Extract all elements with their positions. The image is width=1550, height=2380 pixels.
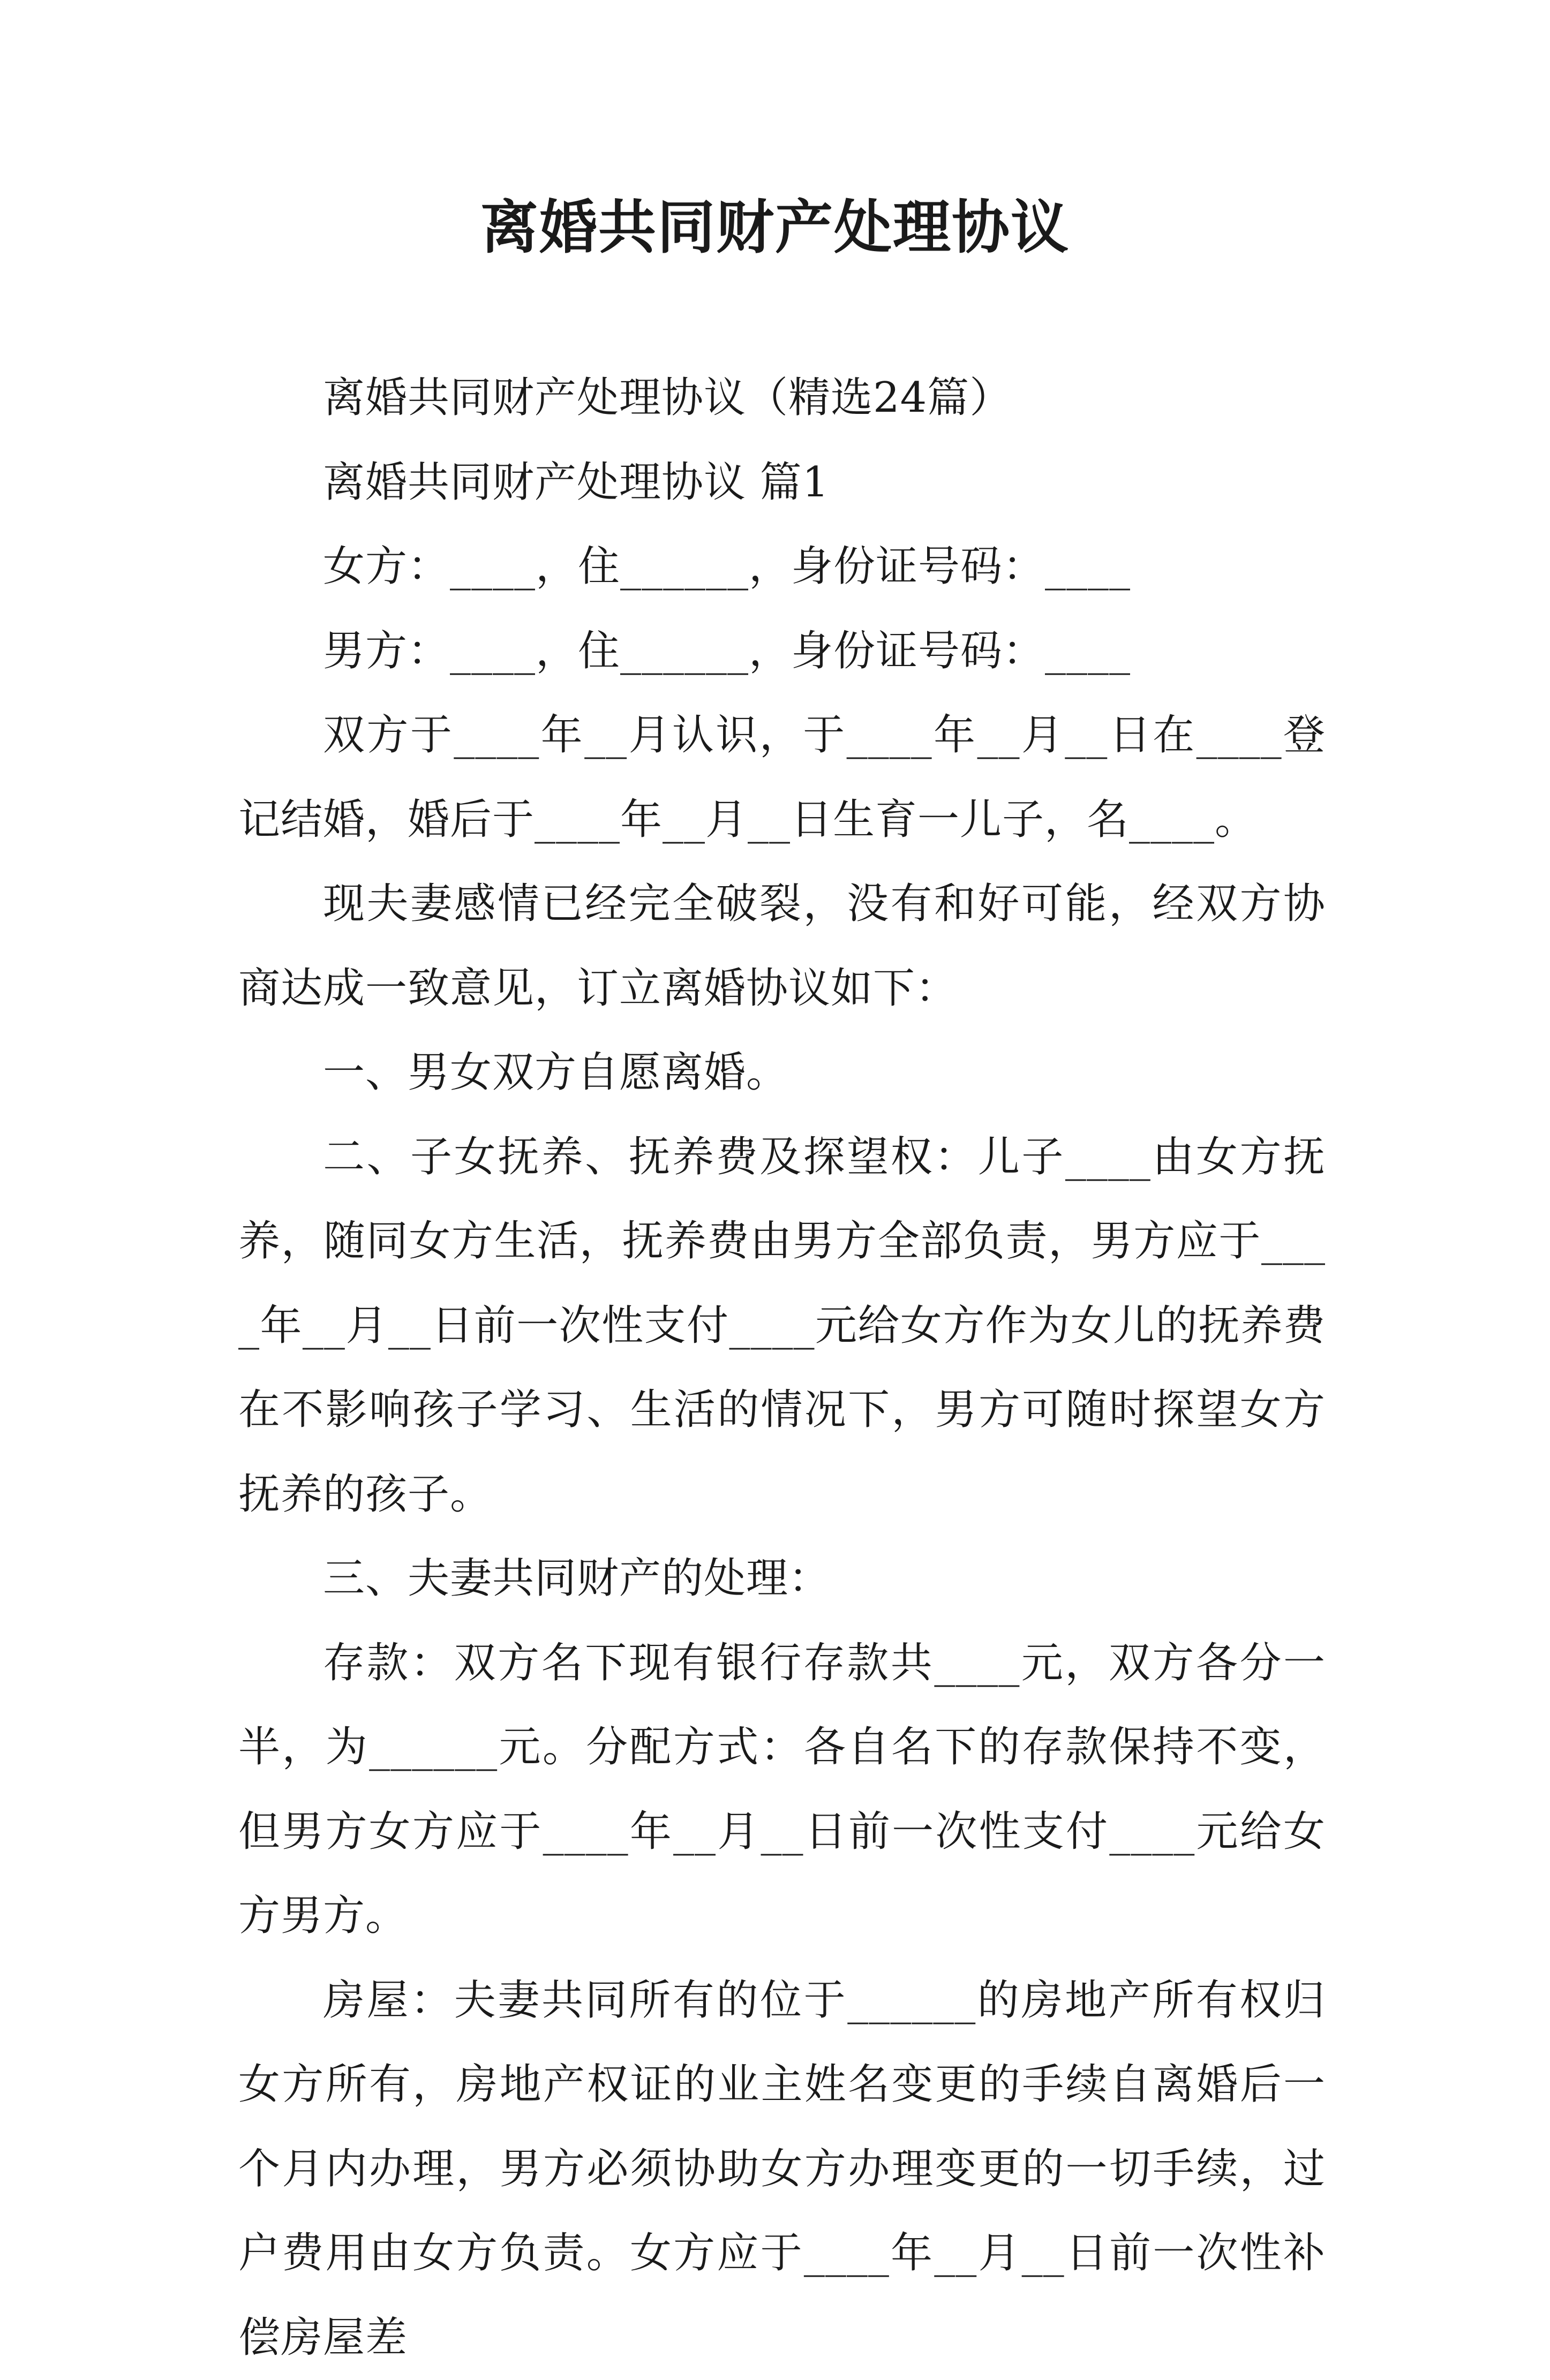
section-heading: 离婚共同财产处理协议 篇1 xyxy=(238,441,1326,525)
party-female-line: 女方：____，住______，身份证号码：____ xyxy=(238,525,1326,609)
document-body xyxy=(238,356,1326,2380)
house-paragraph: 房屋：夫妻共同所有的位于______的房地产所有权归女方所有，房地产权证的业主姓名变更的手续自离婚后一个月内办理，男方必须协助女方办理变更的一切手续，过户费用由女方负责。女方应于____年__月__日前一次性补偿房屋差 xyxy=(238,1959,1326,2380)
marriage-info-paragraph: 双方于____年__月认识，于____年__月__日在____登记结婚，婚后于____年__月__日生育一儿子，名____。 xyxy=(238,693,1326,862)
subtitle-paragraph: 离婚共同财产处理协议（精选24篇） xyxy=(238,356,1326,441)
agreement-intro-paragraph: 现夫妻感情已经完全破裂，没有和好可能，经双方协商达成一致意见，订立离婚协议如下： xyxy=(238,862,1326,1031)
clause-3-heading: 三、夫妻共同财产的处理： xyxy=(238,1537,1326,1621)
deposit-paragraph: 存款：双方名下现有银行存款共____元，双方各分一半，为______元。分配方式：各自名下的存款保持不变，但男方女方应于____年__月__日前一次性支付____元给女方男方。 xyxy=(238,1621,1326,1959)
document-title: 离婚共同财产处理协议 xyxy=(0,185,1550,270)
clause-1-paragraph: 一、男女双方自愿离婚。 xyxy=(238,1031,1326,1115)
party-male-line: 男方：____，住______，身份证号码：____ xyxy=(238,609,1326,694)
clause-2-paragraph: 二、子女抚养、抚养费及探望权：儿子____由女方抚养，随同女方生活，抚养费由男方全部负责，男方应于____年__月__日前一次性支付____元给女方作为女儿的抚养费在不影响孩子学习、生活的情况下，男方可随时探望女方抚养的孩子。 xyxy=(238,1115,1326,1537)
